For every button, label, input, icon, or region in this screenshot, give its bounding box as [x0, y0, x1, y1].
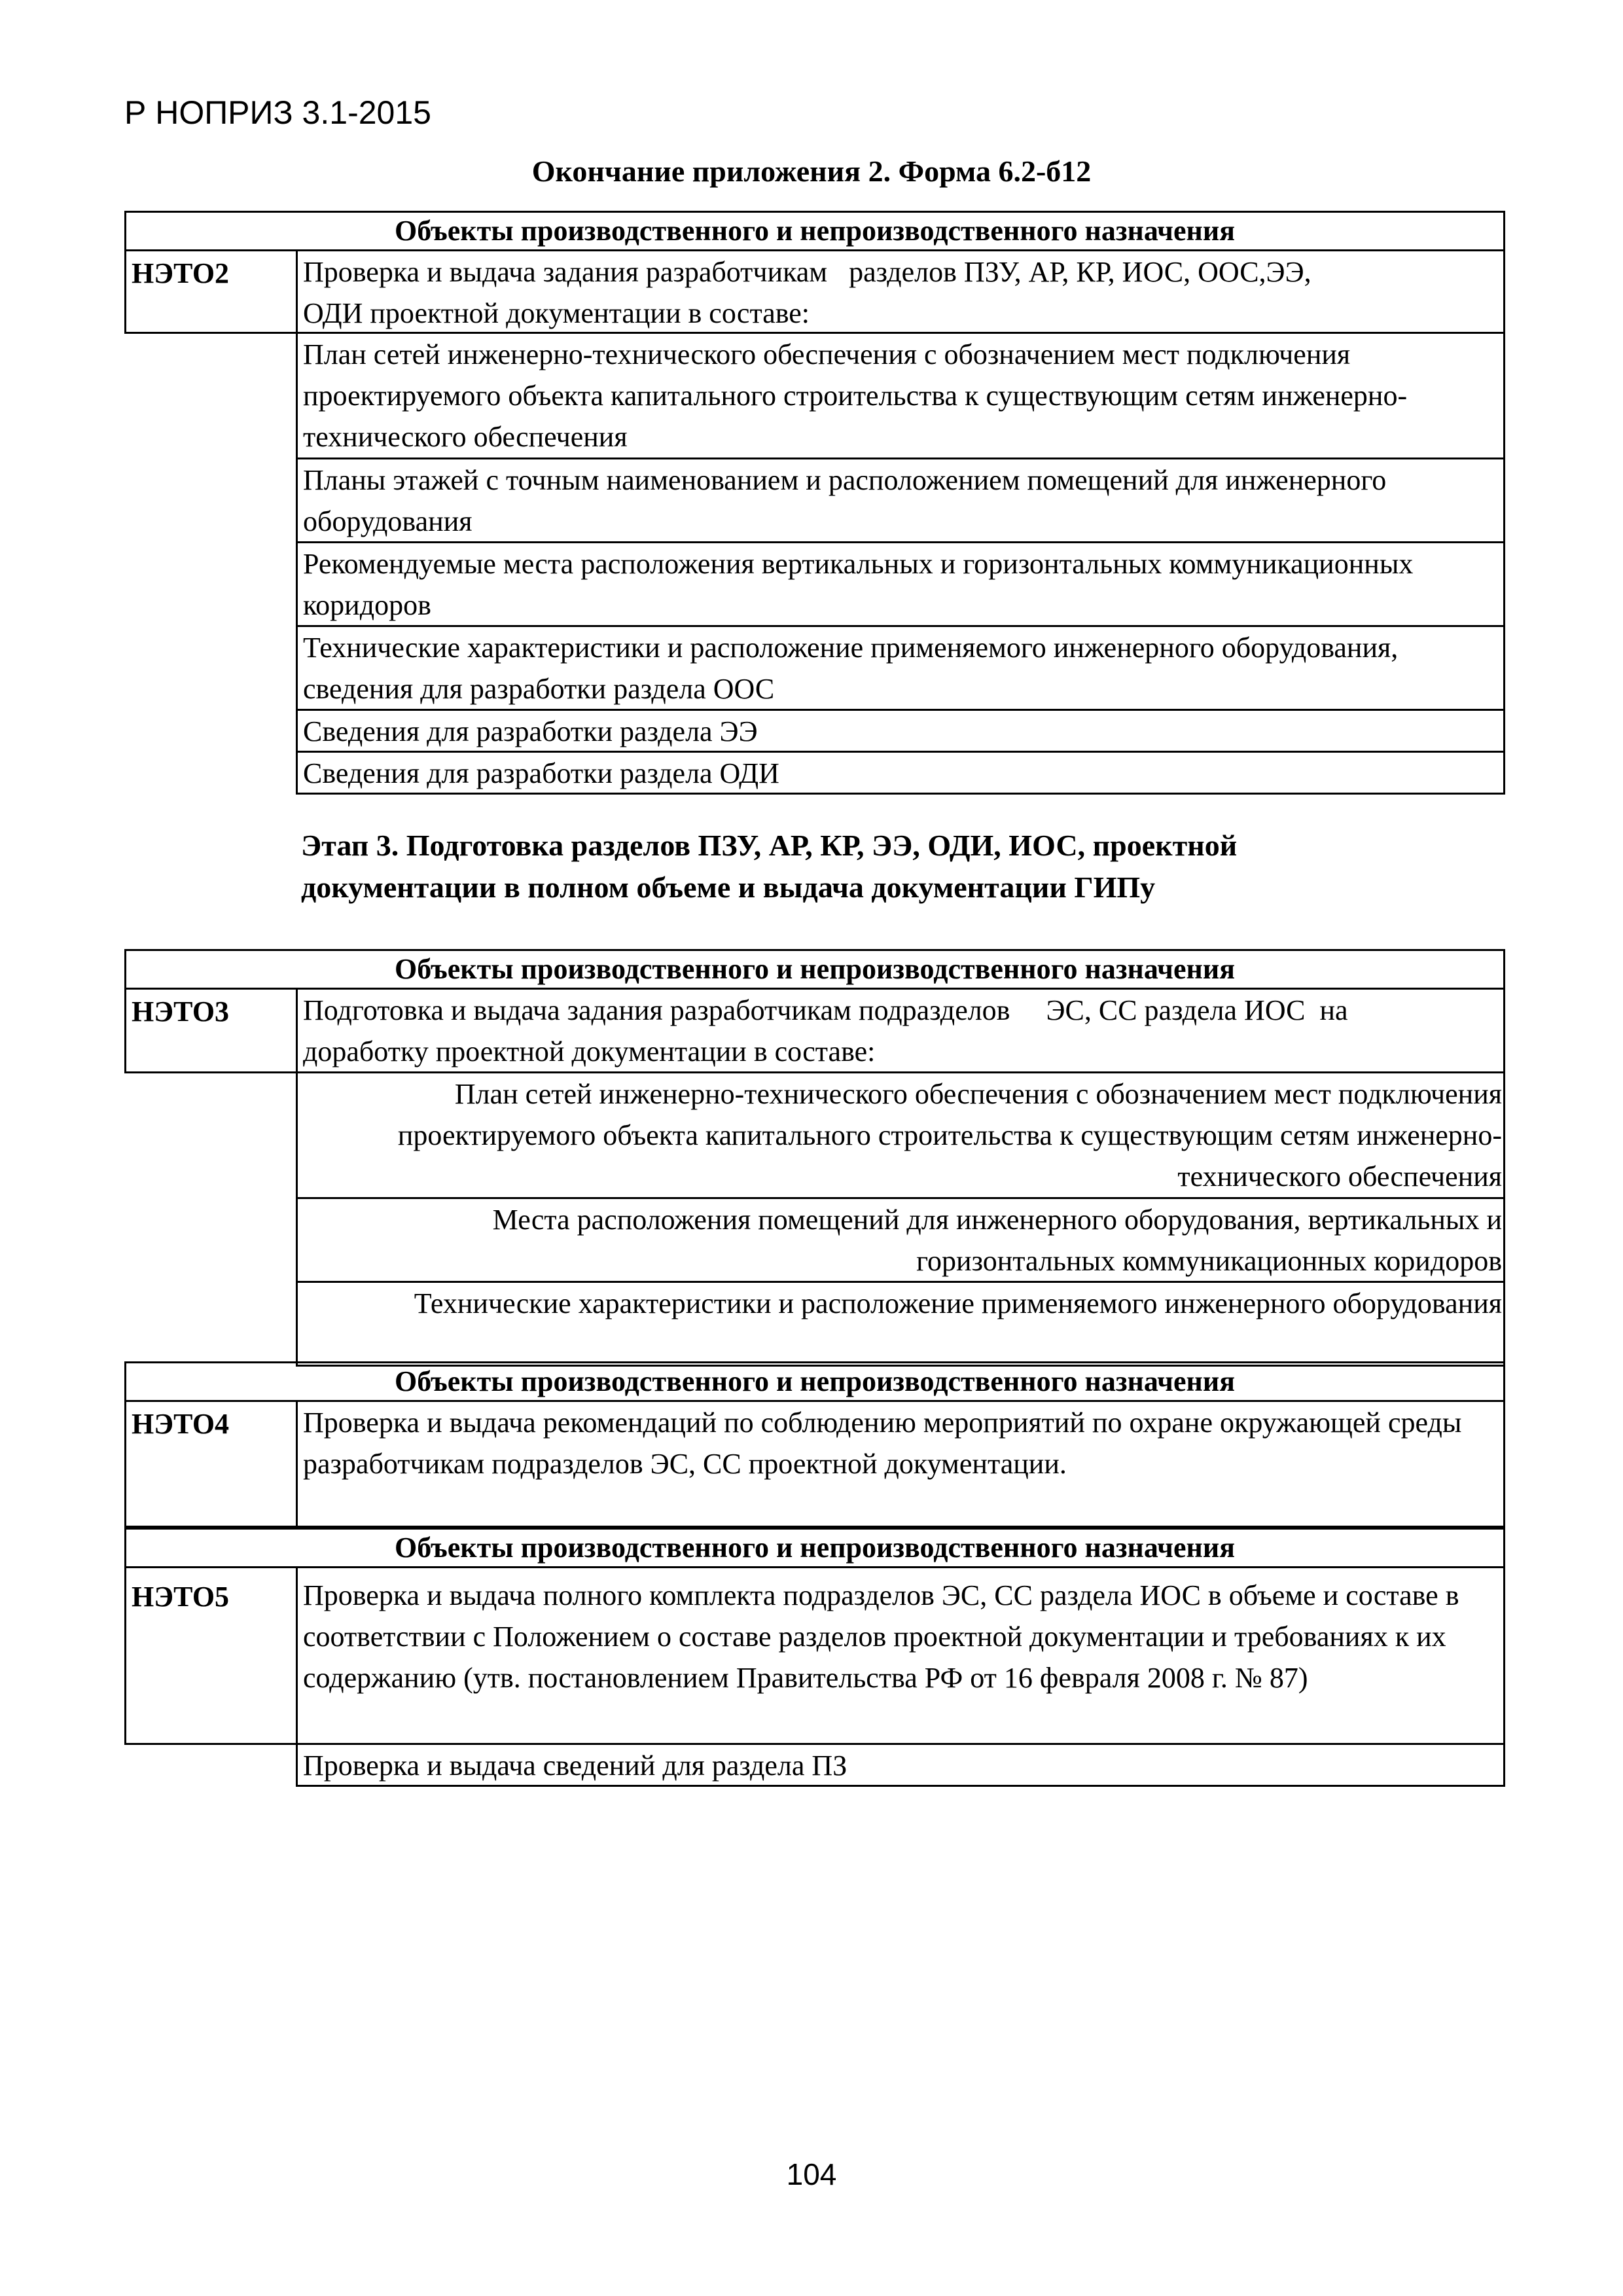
- table-row: [124, 1073, 1505, 1199]
- row-text: Планы этажей с точным наименованием и расположением помещений для инженерного оборудования: [296, 459, 1505, 543]
- document-id: Р НОПРИЗ 3.1-2015: [124, 94, 431, 131]
- row-text: Рекомендуемые места расположения вертикальных и горизонтальных коммуникационных коридоров: [296, 543, 1505, 627]
- table-neto5: [124, 1528, 1505, 1787]
- empty-cell: [124, 1283, 296, 1367]
- empty-cell: [124, 543, 296, 627]
- table-row: [124, 1402, 1505, 1528]
- row-text: Проверка и выдача рекомендаций по соблюдению мероприятий по охране окружающей среды разработчикам подразделов ЭС, СС проектной документации.: [296, 1402, 1505, 1528]
- empty-cell: [124, 334, 296, 459]
- row-text-line: Проверка и выдача задания разработчикам разделов ПЗУ, АР, КР, ИОС, ООС,ЭЭ,: [303, 256, 1311, 288]
- row-text: Технические характеристики и расположение применяемого инженерного оборудования, сведения для разработки раздела ООС: [296, 627, 1505, 711]
- table-row: [124, 711, 1505, 753]
- empty-cell: [124, 627, 296, 711]
- row-text: План сетей инженерно-технического обеспечения с обозначением мест подключения проектируемого объекта капитального строительства к существующим сетям инженерно-технического обеспечения: [296, 334, 1505, 459]
- empty-cell: [124, 1073, 296, 1199]
- empty-cell: [124, 1745, 296, 1787]
- section-header: Объекты производственного и непроизводственного назначения: [124, 1528, 1505, 1568]
- stage-title-line: документации в полном объеме и выдача документации ГИПу: [301, 870, 1156, 904]
- stage-3-title: [301, 825, 1479, 908]
- row-code: НЭТО4: [124, 1402, 296, 1528]
- table-row: [124, 753, 1505, 795]
- row-text: Проверка и выдача полного комплекта подразделов ЭС, СС раздела ИОС в объеме и составе в соответствии с Положением о составе разделов проектной документации и требованиях к их содержанию (утв. постановлением Правительства РФ от 16 февраля 2008 г. № 87): [296, 1568, 1505, 1745]
- section-header: Объекты производственного и непроизводственного назначения: [124, 1361, 1505, 1402]
- table-row: [124, 251, 1505, 334]
- row-text: Технические характеристики и расположение применяемого инженерного оборудования: [296, 1283, 1505, 1367]
- row-text-line: доработку проектной документации в составе:: [303, 1035, 876, 1067]
- section-header: Объекты производственного и непроизводственного назначения: [124, 211, 1505, 251]
- table-row: [124, 334, 1505, 459]
- row-text: План сетей инженерно-технического обеспечения с обозначением мест подключения проектируемого объекта капитального строительства к существующим сетям инженерно-технического обеспечения: [296, 1073, 1505, 1199]
- row-text: Сведения для разработки раздела ОДИ: [296, 753, 1505, 795]
- empty-cell: [124, 711, 296, 753]
- row-text: [296, 251, 1505, 334]
- table-row: [124, 1745, 1505, 1787]
- table-row: [124, 1283, 1505, 1367]
- row-code: НЭТО3: [124, 990, 296, 1073]
- table-row: [124, 459, 1505, 543]
- appendix-heading: Окончание приложения 2. Форма 6.2-б12: [531, 154, 1092, 188]
- row-text-line: Подготовка и выдача задания разработчикам подразделов ЭС, СС раздела ИОС на: [303, 994, 1348, 1026]
- row-text-line: ОДИ проектной документации в составе:: [303, 297, 810, 329]
- empty-cell: [124, 1199, 296, 1283]
- table-row: [124, 543, 1505, 627]
- table-neto2: [124, 211, 1505, 795]
- table-row: [124, 1568, 1505, 1745]
- row-text: Сведения для разработки раздела ЭЭ: [296, 711, 1505, 753]
- empty-cell: [124, 459, 296, 543]
- page-number: 104: [786, 2157, 837, 2191]
- table-row: [124, 627, 1505, 711]
- table-row: [124, 1199, 1505, 1283]
- section-header: Объекты производственного и непроизводственного назначения: [124, 949, 1505, 990]
- table-neto4: [124, 1361, 1505, 1528]
- stage-title-line: Этап 3. Подготовка разделов ПЗУ, АР, КР, ЭЭ, ОДИ, ИОС, проектной: [301, 829, 1238, 862]
- row-text: Места расположения помещений для инженерного оборудования, вертикальных и горизонтальных коммуникационных коридоров: [296, 1199, 1505, 1283]
- row-code: НЭТО5: [124, 1568, 296, 1745]
- table-row: [124, 990, 1505, 1073]
- empty-cell: [124, 753, 296, 795]
- row-text: [296, 990, 1505, 1073]
- row-code: НЭТО2: [124, 251, 296, 334]
- row-text: Проверка и выдача сведений для раздела ПЗ: [296, 1745, 1505, 1787]
- table-neto3: [124, 949, 1505, 1367]
